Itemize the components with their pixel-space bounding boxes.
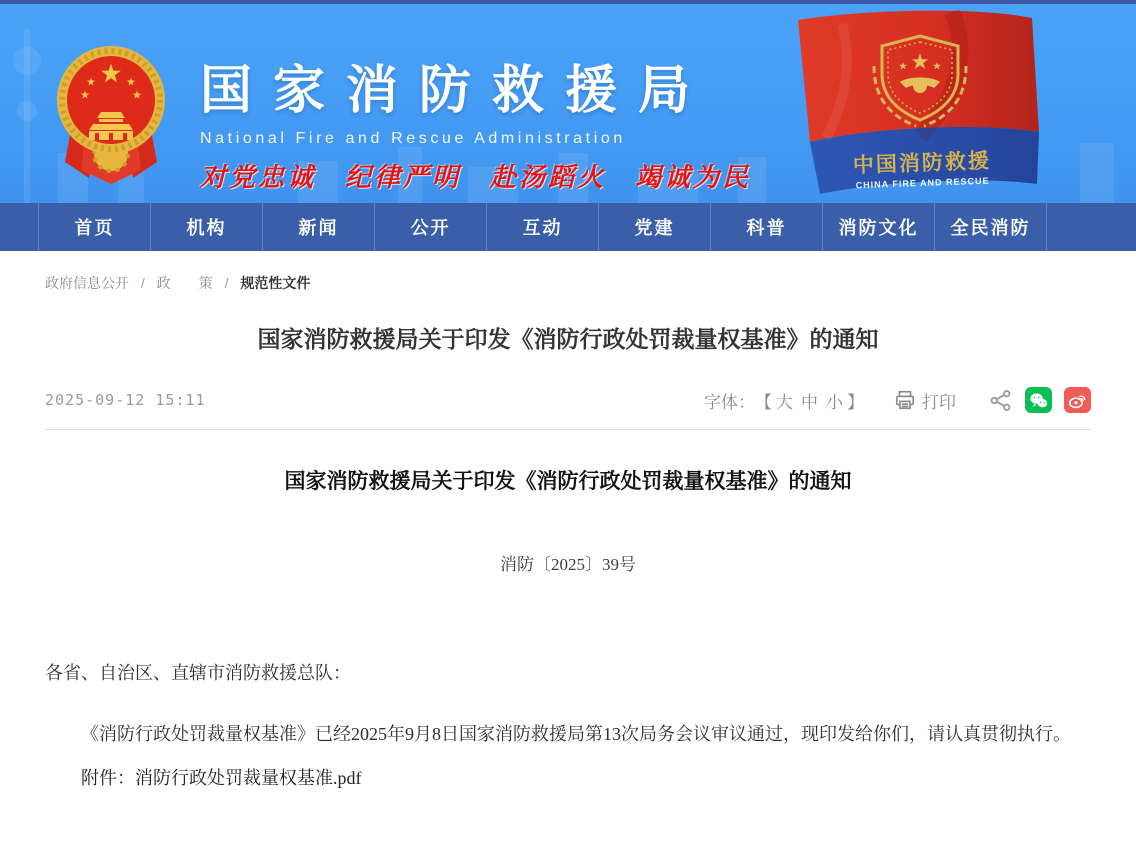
nav-item-science[interactable]: 科普 <box>710 203 822 251</box>
flag-text-cn: 中国消防救援 <box>852 149 992 178</box>
main-content <box>0 273 1136 791</box>
document-number: 消防〔2025〕39号 <box>500 555 636 574</box>
wechat-icon <box>1029 392 1048 409</box>
site-masthead <box>0 4 1136 203</box>
site-title: 国家消防救援局 <box>200 62 712 120</box>
site-title-english: National Fire and Rescue Administration <box>200 130 626 147</box>
nav-item-fire-culture[interactable]: 消防文化 <box>822 203 934 251</box>
font-size-widget <box>704 388 864 413</box>
breadcrumb-gov-info[interactable]: 政府信息公开 <box>45 275 129 291</box>
page-title: 国家消防救援局关于印发《消防行政处罚裁量权基准》的通知 <box>257 326 879 352</box>
flag-text-en: CHINA FIRE AND RESCUE <box>855 175 990 191</box>
breadcrumb <box>45 273 1091 293</box>
national-emblem <box>55 38 167 188</box>
nav-item-interaction[interactable]: 互动 <box>486 203 598 251</box>
body-paragraph: 《消防行政处罚裁量权基准》已经2025年9月8日国家消防救援局第13次局务会议审议通过，现印发给你们，请认真贯彻执行。 <box>81 724 1071 744</box>
print-button[interactable] <box>894 388 956 413</box>
china-fire-rescue-flag <box>782 6 1070 203</box>
site-slogan: 对党忠诚 纪律严明 赴汤蹈火 竭诚为民 <box>200 163 752 193</box>
document-body <box>45 468 1091 791</box>
printer-icon <box>894 389 916 411</box>
font-size-small-button[interactable]: 小 <box>826 392 843 412</box>
font-size-large-button[interactable]: 大 <box>776 392 793 412</box>
nav-item-public-fire[interactable]: 全民消防 <box>934 203 1047 251</box>
font-size-medium-button[interactable]: 中 <box>801 392 818 412</box>
breadcrumb-separator: / <box>140 275 145 291</box>
article-meta-row <box>45 385 1091 415</box>
document-title: 国家消防救援局关于印发《消防行政处罚裁量权基准》的通知 <box>284 470 852 493</box>
nav-item-disclosure[interactable]: 公开 <box>374 203 486 251</box>
weibo-share-button[interactable] <box>1064 387 1091 413</box>
wechat-share-button[interactable] <box>1025 387 1052 413</box>
nav-item-organization[interactable]: 机构 <box>150 203 262 251</box>
share-icon[interactable] <box>988 388 1013 413</box>
print-label: 打印 <box>922 392 956 412</box>
share-group <box>988 387 1091 413</box>
attachment-pdf-link[interactable]: 消防行政处罚裁量权基准.pdf <box>135 768 362 788</box>
breadcrumb-policy[interactable]: 政 策 <box>156 275 213 291</box>
attachment-line <box>45 766 1091 791</box>
font-size-label: 字体： <box>704 392 755 412</box>
breadcrumb-separator: / <box>224 275 229 291</box>
nav-item-news[interactable]: 新闻 <box>262 203 374 251</box>
breadcrumb-normative-documents: 规范性文件 <box>240 275 311 291</box>
publish-time: 2025-09-12 15:11 <box>45 391 206 409</box>
weibo-icon <box>1068 392 1087 409</box>
nav-item-home[interactable]: 首页 <box>38 203 150 251</box>
site-brand <box>200 48 751 194</box>
font-size-bracket-open: 【 <box>755 392 772 412</box>
font-size-bracket-close: 】 <box>847 392 864 412</box>
nav-item-party-building[interactable]: 党建 <box>598 203 710 251</box>
meta-divider <box>45 429 1091 430</box>
salutation-line: 各省、自治区、直辖市消防救援总队： <box>45 663 351 683</box>
article-toolbar <box>704 387 1091 413</box>
main-navigation <box>0 203 1136 251</box>
attachment-label: 附件： <box>81 768 135 788</box>
